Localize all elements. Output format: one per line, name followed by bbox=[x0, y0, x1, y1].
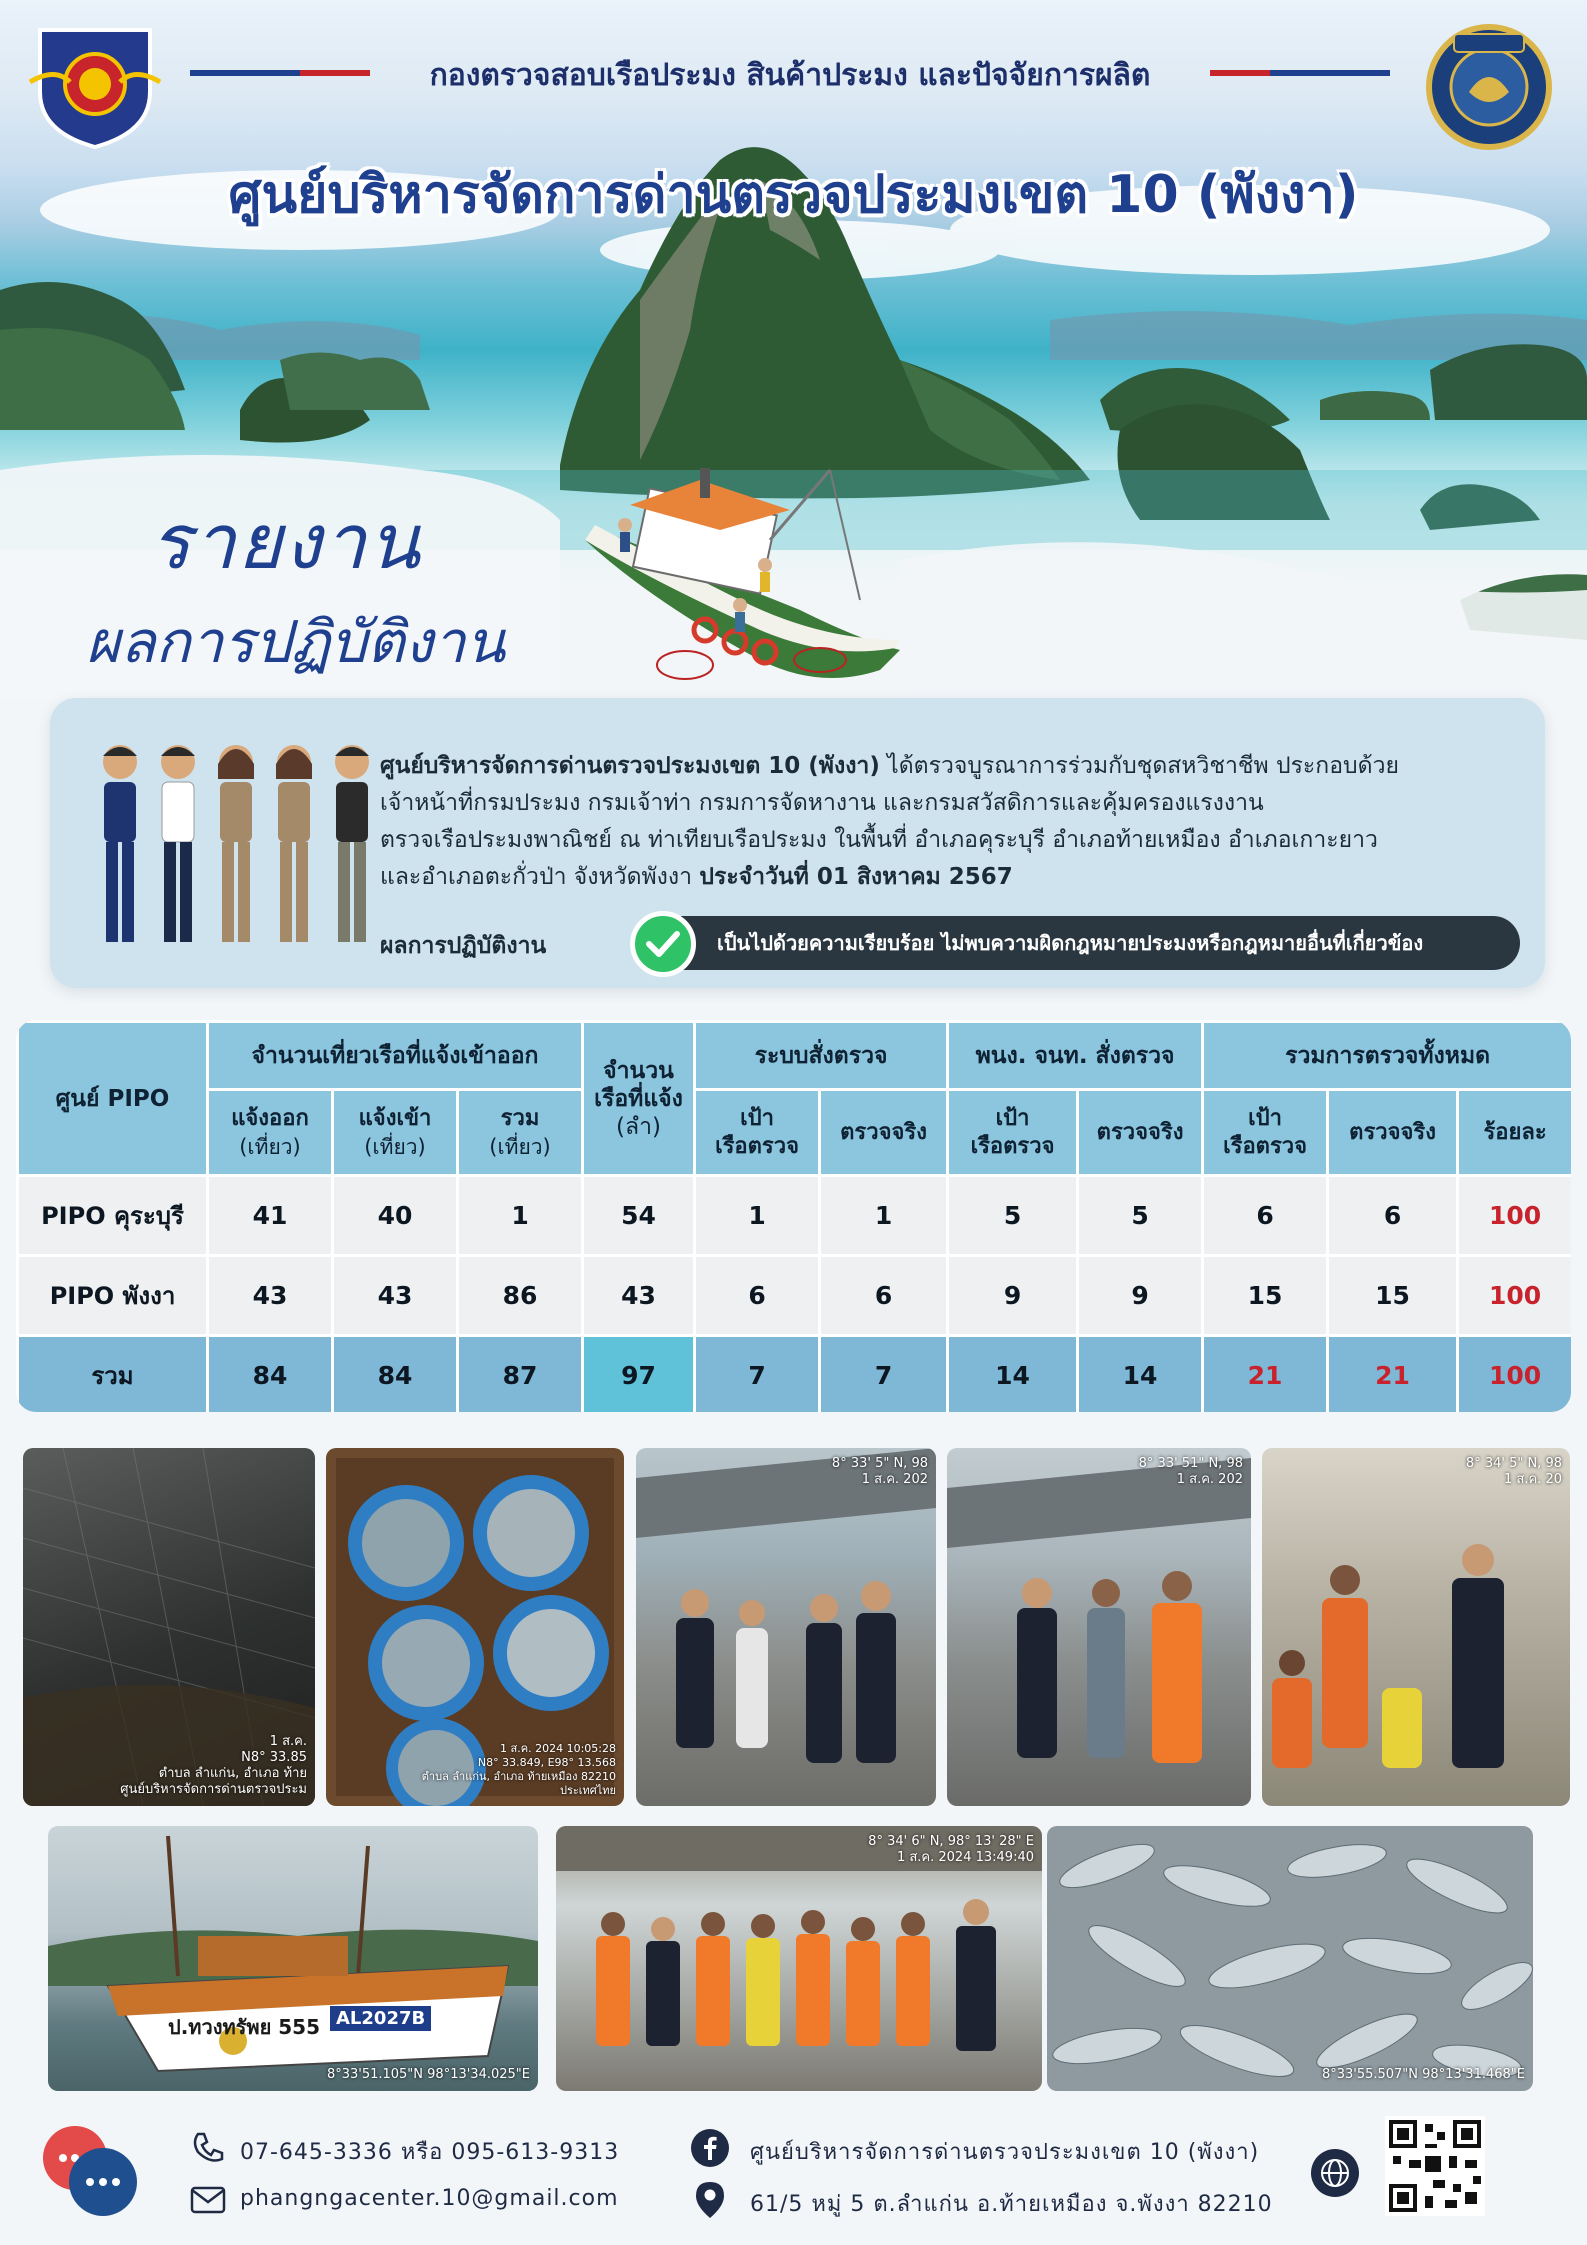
cell-tot-target: 15 bbox=[1203, 1256, 1328, 1336]
total-tot-target: 21 bbox=[1203, 1336, 1328, 1413]
report-heading-line2: ผลการปฏิบัติงาน bbox=[86, 608, 506, 676]
sub-header-out bbox=[208, 1090, 333, 1176]
cell-off-target: 5 bbox=[948, 1176, 1078, 1256]
col-header-vessels-unit: (ลำ) bbox=[616, 1113, 662, 1140]
sub-target-2: เรือตรวจ bbox=[970, 1133, 1055, 1159]
chat-bubbles-icon bbox=[35, 2120, 145, 2220]
location-pin-icon bbox=[694, 2180, 726, 2220]
cell-out: 41 bbox=[208, 1176, 333, 1256]
photo-crew-check bbox=[1262, 1448, 1570, 1806]
sub-header-sys-actual: ตรวจจริง bbox=[820, 1090, 948, 1176]
result-row bbox=[380, 916, 1520, 970]
sub-target-2: เรือตรวจ bbox=[1223, 1133, 1308, 1159]
hero-banner bbox=[0, 0, 1587, 700]
cell-in: 43 bbox=[333, 1256, 458, 1336]
total-tot-actual: 21 bbox=[1328, 1336, 1458, 1413]
cell-percent: 100 bbox=[1458, 1256, 1571, 1336]
total-off-actual: 14 bbox=[1078, 1336, 1203, 1413]
summary-line4: และอำเภอตะกั่วป่า จังหวัดพังงา bbox=[380, 864, 700, 890]
col-header-vessels-1: จำนวน bbox=[603, 1057, 674, 1084]
sub-header-tot-target bbox=[1203, 1090, 1328, 1176]
summary-date: ประจำวันที่ 01 สิงหาคม 2567 bbox=[699, 864, 1013, 890]
total-in: 84 bbox=[333, 1336, 458, 1413]
photo-stamp: 8° 33' 51" N, 98 1 ส.ค. 202 bbox=[1138, 1456, 1243, 1487]
cell-tot-target: 6 bbox=[1203, 1176, 1328, 1256]
summary-text bbox=[380, 748, 1520, 896]
photo-stamp: 8°33'51.105"N 98°13'34.025"E bbox=[326, 2067, 530, 2082]
col-header-system: ระบบสั่งตรวจ bbox=[695, 1022, 948, 1090]
contact-email[interactable]: phangngacenter.10@gmail.com bbox=[240, 2186, 619, 2211]
table-row bbox=[18, 1176, 1572, 1256]
table-total-row bbox=[18, 1336, 1572, 1413]
contact-facebook[interactable]: ศูนย์บริหารจัดการด่านตรวจประมงเขต 10 (พังงา) bbox=[750, 2140, 1260, 2165]
sub-target-2: เรือตรวจ bbox=[715, 1133, 799, 1159]
col-header-total: รวมการตรวจทั้งหมด bbox=[1203, 1022, 1571, 1090]
total-percent: 100 bbox=[1458, 1336, 1571, 1413]
department-title: กองตรวจสอบเรือประมง สินค้าประมง และปัจจัยการผลิต bbox=[429, 58, 1151, 93]
cell-tot-actual: 6 bbox=[1328, 1176, 1458, 1256]
cell-out: 43 bbox=[208, 1256, 333, 1336]
inspection-table bbox=[16, 1020, 1571, 1412]
total-vessels: 97 bbox=[583, 1336, 695, 1413]
qr-code-icon[interactable] bbox=[1385, 2116, 1485, 2216]
summary-line3: ตรวจเรือประมงพาณิชย์ ณ ท่าเทียบเรือประมง ในพื้นที่ อำเภอคุระบุรี อำเภอท้ายเหมือง อำเภอเกาะยาว bbox=[380, 827, 1378, 853]
globe-icon[interactable] bbox=[1310, 2148, 1360, 2198]
total-sys-actual: 7 bbox=[820, 1336, 948, 1413]
email-icon bbox=[190, 2185, 226, 2215]
facebook-icon bbox=[690, 2128, 730, 2168]
contact-phone: 07-645-3336 หรือ 095-613-9313 bbox=[240, 2140, 620, 2165]
summary-line2: เจ้าหน้าที่กรมประมง กรมเจ้าท่า กรมการจัดหางาน และกรมสวัสดิการและคุ้มครองแรงงาน bbox=[380, 790, 1264, 816]
sub-out-label: แจ้งออก bbox=[231, 1105, 309, 1131]
photo-fish-catch bbox=[1047, 1826, 1533, 2091]
sub-sum-unit: (เที่ยว) bbox=[489, 1134, 551, 1159]
table-row bbox=[18, 1256, 1572, 1336]
cell-percent: 100 bbox=[1458, 1176, 1571, 1256]
photo-stamp: 8° 34' 6" N, 98° 13' 28" E 1 ส.ค. 2024 13:49:40 bbox=[868, 1834, 1034, 1865]
row-name: PIPO พังงา bbox=[18, 1256, 208, 1336]
phone-icon bbox=[190, 2130, 226, 2166]
summary-panel bbox=[50, 698, 1545, 988]
sub-header-sum bbox=[458, 1090, 583, 1176]
sub-in-unit: (เที่ยว) bbox=[364, 1134, 426, 1159]
photo-group-lifejackets bbox=[556, 1826, 1042, 2091]
cell-off-target: 9 bbox=[948, 1256, 1078, 1336]
report-heading-line1: รายงาน bbox=[150, 497, 422, 586]
total-name: รวม bbox=[18, 1336, 208, 1413]
photo-stamp: 1 ส.ค. N8° 33.85 ตำบล ลำแก่น, อำเภอ ท้าย ศูนย์บริหารจัดการด่านตรวจประม bbox=[120, 1734, 307, 1797]
sub-in-label: แจ้งเข้า bbox=[358, 1105, 432, 1131]
contact-address: 61/5 หมู่ 5 ต.ลำแก่น อ.ท้ายเหมือง จ.พังงา 82210 bbox=[750, 2192, 1273, 2217]
photo-stamp: 8° 34' 5" N, 98 1 ส.ค. 20 bbox=[1465, 1456, 1562, 1487]
summary-lead: ศูนย์บริหารจัดการด่านตรวจประมงเขต 10 (พังงา) bbox=[380, 753, 880, 779]
cell-off-actual: 9 bbox=[1078, 1256, 1203, 1336]
result-label: ผลการปฏิบัติงาน bbox=[380, 933, 547, 959]
photo-stamp: 1 ส.ค. 2024 10:05:28 N8° 33.849, E98° 13.568 ตำบล ลำแก่น, อำเภอ ท้ายเหมือง 82210 ประเทศไทย bbox=[421, 1742, 616, 1797]
officers-illustration bbox=[90, 734, 380, 954]
summary-line1: ได้ตรวจบูรณาการร่วมกับชุดสหวิชาชีพ ประกอบด้วย bbox=[879, 753, 1399, 779]
photo-stamp: 8° 33' 5" N, 98 1 ส.ค. 202 bbox=[831, 1456, 928, 1487]
photo-inspection-team-1 bbox=[636, 1448, 936, 1806]
total-out: 84 bbox=[208, 1336, 333, 1413]
cell-tot-actual: 15 bbox=[1328, 1256, 1458, 1336]
cell-sum: 86 bbox=[458, 1256, 583, 1336]
photo-inspection-team-2 bbox=[947, 1448, 1251, 1806]
photo-fishing-net bbox=[23, 1448, 315, 1806]
photo-fishing-vessel bbox=[48, 1826, 538, 2091]
col-header-officer: พนง. จนท. สั่งตรวจ bbox=[948, 1022, 1203, 1090]
cell-vessels: 54 bbox=[583, 1176, 695, 1256]
fishery-inspection-logo bbox=[20, 22, 170, 152]
total-off-target: 14 bbox=[948, 1336, 1078, 1413]
sub-header-off-target bbox=[948, 1090, 1078, 1176]
sub-target-1: เป้า bbox=[995, 1105, 1030, 1131]
sub-header-off-actual: ตรวจจริง bbox=[1078, 1090, 1203, 1176]
department-of-fisheries-logo bbox=[1414, 22, 1564, 152]
sub-header-sys-target bbox=[695, 1090, 820, 1176]
contact-footer bbox=[0, 2110, 1587, 2245]
cell-sum: 1 bbox=[458, 1176, 583, 1256]
photo-fish-barrels bbox=[326, 1448, 624, 1806]
col-header-vessels bbox=[583, 1022, 695, 1176]
col-header-trips: จำนวนเที่ยวเรือที่แจ้งเข้าออก bbox=[208, 1022, 583, 1090]
sub-header-percent: ร้อยละ bbox=[1458, 1090, 1571, 1176]
sub-target-1: เป้า bbox=[740, 1105, 774, 1131]
sub-header-in bbox=[333, 1090, 458, 1176]
header-rule-left-accent bbox=[300, 70, 370, 76]
row-name: PIPO คุระบุรี bbox=[18, 1176, 208, 1256]
cell-off-actual: 5 bbox=[1078, 1176, 1203, 1256]
cell-sys-actual: 1 bbox=[820, 1176, 948, 1256]
sub-out-unit: (เที่ยว) bbox=[239, 1134, 301, 1159]
boat-name: ป.ทวงทรัพย 555 bbox=[168, 2015, 321, 2039]
header-rule-right-accent bbox=[1210, 70, 1270, 76]
sub-sum-label: รวม bbox=[500, 1105, 540, 1131]
boat-registration: AL2027B bbox=[330, 2006, 431, 2031]
cell-vessels: 43 bbox=[583, 1256, 695, 1336]
col-header-vessels-2: เรือที่แจ้ง bbox=[594, 1085, 683, 1112]
cell-sys-target: 6 bbox=[695, 1256, 820, 1336]
cell-sys-target: 1 bbox=[695, 1176, 820, 1256]
check-icon bbox=[630, 911, 696, 977]
sub-header-tot-actual: ตรวจจริง bbox=[1328, 1090, 1458, 1176]
result-pill: เป็นไปด้วยความเรียบร้อย ไม่พบความผิดกฎหมายประมงหรือกฎหมายอื่นที่เกี่ยวข้อง bbox=[635, 916, 1520, 970]
col-header-center: ศูนย์ PIPO bbox=[18, 1022, 208, 1176]
cell-in: 40 bbox=[333, 1176, 458, 1256]
sub-target-1: เป้า bbox=[1248, 1105, 1282, 1131]
cell-sys-actual: 6 bbox=[820, 1256, 948, 1336]
total-sys-target: 7 bbox=[695, 1336, 820, 1413]
total-sum: 87 bbox=[458, 1336, 583, 1413]
center-title: ศูนย์บริหารจัดการด่านตรวจประมงเขต 10 (พังงา) bbox=[228, 165, 1359, 225]
photo-stamp: 8°33'55.507"N 98°13'31.468"E bbox=[1321, 2067, 1525, 2082]
